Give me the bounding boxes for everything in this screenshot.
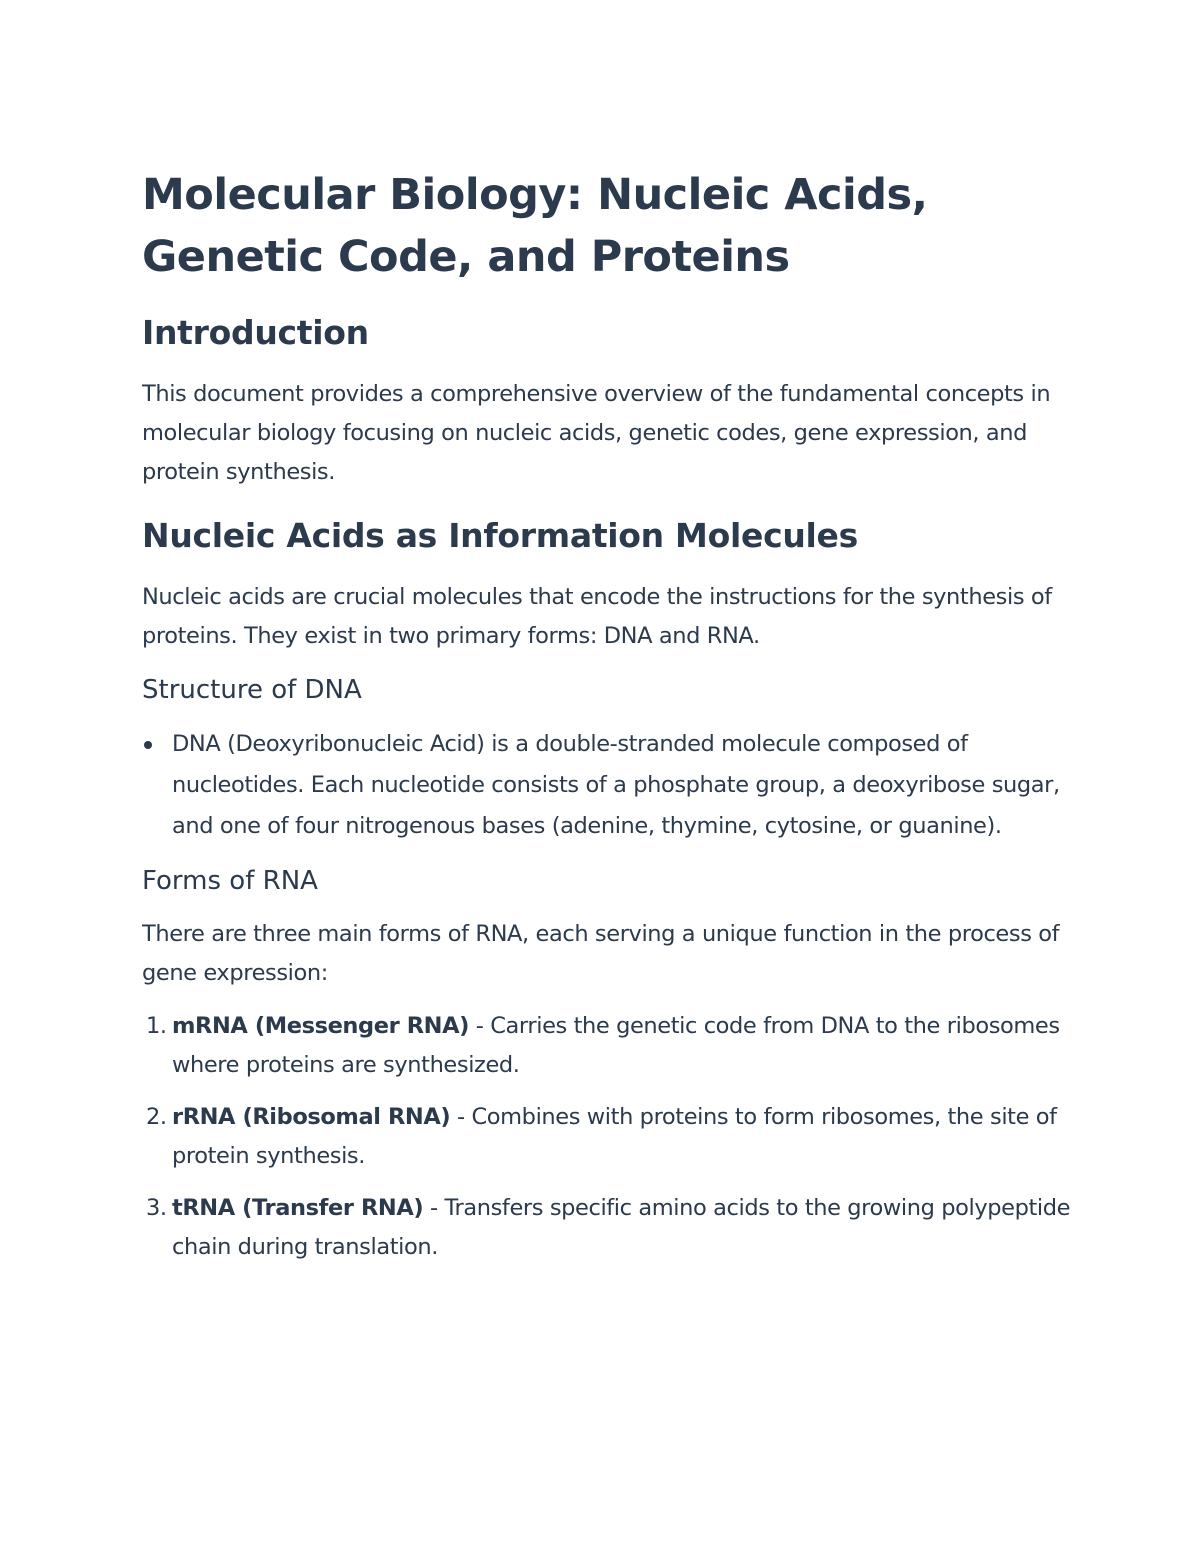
list-item-description: - Combines with proteins to form ribosomes, the site of protein synthesis.	[172, 1104, 1057, 1169]
dna-bullet-list	[142, 724, 1072, 847]
bullet-dot-icon	[144, 741, 152, 749]
introduction-paragraph: This document provides a comprehensive overview of the fundamental concepts in molecular biology focusing on nucleic acids, genetic codes, gene expression, and protein synthesis.	[142, 381, 1051, 485]
list-item-number: 2.	[146, 1104, 167, 1130]
structure-of-dna-heading: Structure of DNA	[142, 675, 362, 705]
list-item	[142, 1098, 1072, 1176]
list-item-text: DNA (Deoxyribonucleic Acid) is a double-stranded molecule composed of nucleotides. Each nucleotide consists of a phosphate group, a deoxyribose sugar, and one of four nitrogenous bases (adenine, thymine, cytosine, or guanine).	[172, 731, 1060, 839]
nucleic-acids-paragraph: Nucleic acids are crucial molecules that encode the instructions for the synthesis of proteins. They exist in two primary forms: DNA and RNA.	[142, 584, 1052, 649]
document-page	[142, 164, 1072, 1280]
list-item-description: - Carries the genetic code from DNA to the ribosomes where proteins are synthesized.	[172, 1013, 1060, 1078]
list-item	[142, 1007, 1072, 1085]
list-item-number: 3.	[146, 1195, 167, 1221]
list-item	[142, 724, 1072, 847]
forms-of-rna-paragraph: There are three main forms of RNA, each serving a unique function in the process of gene expression:	[142, 921, 1060, 986]
introduction-heading: Introduction	[142, 313, 369, 352]
document-title: Molecular Biology: Nucleic Acids, Genetic Code, and Proteins	[142, 170, 928, 282]
list-item-term: mRNA (Messenger RNA)	[172, 1013, 469, 1039]
list-item-number: 1.	[146, 1013, 167, 1039]
list-item-term: rRNA (Ribosomal RNA)	[172, 1104, 451, 1130]
rna-forms-list	[142, 1007, 1072, 1267]
nucleic-acids-heading: Nucleic Acids as Information Molecules	[142, 516, 858, 555]
list-item-term: tRNA (Transfer RNA)	[172, 1195, 424, 1221]
list-item-description: - Transfers specific amino acids to the growing polypeptide chain during translation.	[172, 1195, 1071, 1260]
list-item	[142, 1189, 1072, 1267]
forms-of-rna-heading: Forms of RNA	[142, 866, 318, 896]
